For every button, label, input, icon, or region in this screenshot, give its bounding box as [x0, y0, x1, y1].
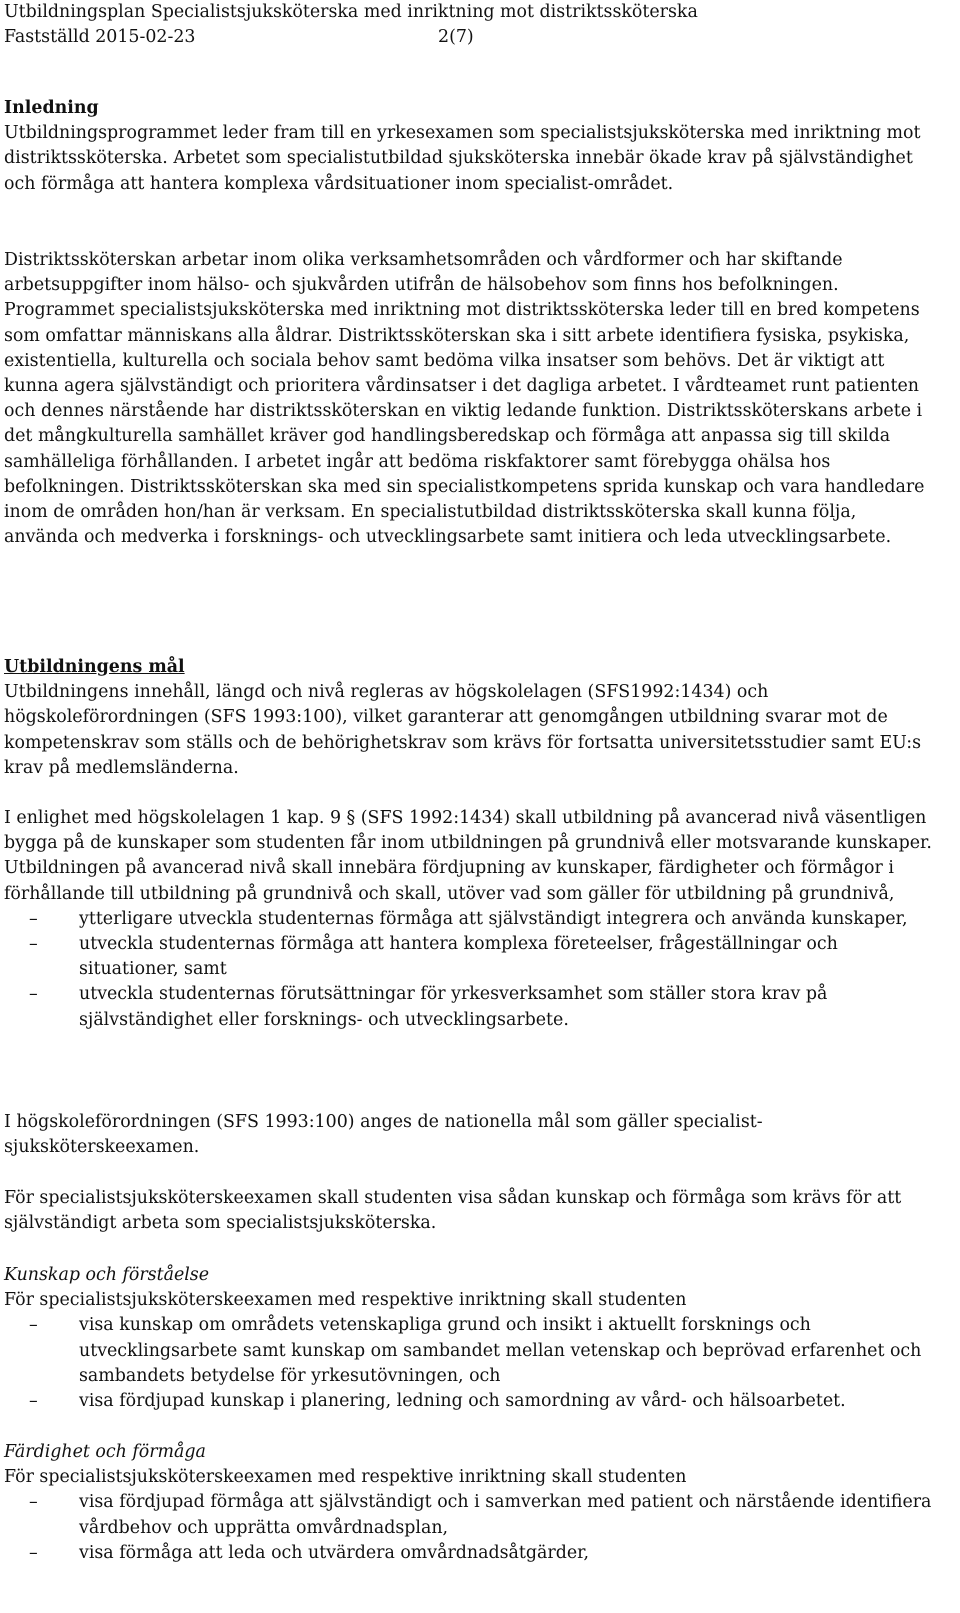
kunskap-intro: För specialistsjuksköterskeexamen med respektive inriktning skall studenten: [4, 1290, 687, 1311]
inledning-paragraph-2: Distriktssköterskan arbetar inom olika verksamhetsområden och vårdformer och har skiftande arbetsuppgifter inom hälso- och sjukvården utifrån de hälsobehov som finns hos befolkningen. Programmet specialistsjuksköterska med inriktning mot distriktssköterska leder till en bred kompetens som omfattar människans alla åldrar. Distriktssköterskan ska i sitt arbete identifiera fysiska, psykiska, existentiella, kulturella och sociala behov samt bedöma vilka insatser som behövs. Det är viktigt att kunna agera självständigt och prioritera vårdinsatser i det dagliga arbetet. I vårdteamet runt patienten och dennes närstående har distriktssköterskan en viktig ledande funktion. Distriktssköterskans arbete i det mångkulturella samhället kräver god handlingsberedskap och förmåga att anpassa sig till skilda samhälleliga förhållanden. I arbetet ingår att bedöma riskfaktorer samt förebygga ohälsa hos befolkningen. Distriktssköterskan ska med sin specialistkompetens sprida kunskap och vara handledare inom de områden hon/han är verksam. En specialistutbildad distriktssköterska skall kunna följa, använda och medverka i forsknings- och utvecklingsarbete samt initiera och leda utvecklingsarbete.: [4, 250, 925, 548]
section-kunskap: [4, 1263, 934, 1414]
list-item: [4, 982, 934, 1032]
section-inledning: [4, 96, 934, 197]
mal-paragraph-4: För specialistsjuksköterskeexamen skall studenten visa sådan kunskap och förmåga som krävs för att självständigt arbeta som specialistsjuksköterska.: [4, 1188, 902, 1234]
header-meta-row: [4, 25, 934, 50]
list-item: [4, 1541, 934, 1566]
list-item-text: utveckla studenternas förutsättningar för yrkesverksamhet som ställer stora krav på självständighet eller forsknings- och utvecklingsarbete.: [79, 984, 828, 1030]
page-number: 2(7): [438, 27, 474, 48]
heading-inledning: Inledning: [4, 98, 99, 118]
page-header: [4, 0, 934, 50]
heading-kunskap-och-forstaelse: Kunskap och förståelse: [4, 1265, 210, 1285]
mal-paragraph-1: Utbildningens innehåll, längd och nivå regleras av högskolelagen (SFS1992:1434) och högskoleförordningen (SFS 1993:100), vilket garanterar att genomgången utbildning svarar mot de kompetenskrav som ställs och de behörighetskrav som krävs för fortsatta universitetsstudier samt EU:s krav på medlemsländerna.: [4, 682, 921, 778]
fardighet-intro: För specialistsjuksköterskeexamen med respektive inriktning skall studenten: [4, 1467, 687, 1488]
list-item-text: utveckla studenternas förmåga att hantera komplexa företeelser, frågeställningar och situationer, samt: [79, 934, 838, 980]
list-item-text: visa fördjupad förmåga att självständigt och i samverkan med patient och närstående identifiera vårdbehov och upprätta omvårdnadsplan,: [79, 1492, 932, 1538]
document-date: Fastställd 2015-02-23: [4, 27, 196, 48]
dash-bullet-icon: –: [29, 1315, 38, 1336]
list-item-text: visa kunskap om områdets vetenskapliga grund och insikt i aktuellt forsknings och utvecklingsarbete samt kunskap om sambandet mellan vetenskap och beprövad erfarenhet och sambandets betydelse för yrkesutövningen, och: [79, 1315, 922, 1386]
document-page: [4, 0, 934, 1563]
document-title: Utbildningsplan Specialistsjuksköterska med inriktning mot distriktssköterska: [4, 2, 698, 22]
mal-bullet-list: [4, 907, 934, 1033]
section-mal-examen: [4, 1186, 934, 1236]
section-fardighet: [4, 1440, 934, 1566]
section-inledning-cont: [4, 248, 934, 550]
kunskap-bullet-list: [4, 1313, 934, 1414]
dash-bullet-icon: –: [29, 1542, 38, 1563]
list-item: [4, 1389, 934, 1414]
dash-bullet-icon: –: [29, 908, 38, 929]
heading-utbildningens-mal: Utbildningens mål: [4, 657, 185, 677]
dash-bullet-icon: –: [29, 1492, 38, 1513]
section-mal-hf: [4, 1110, 934, 1160]
list-item: [4, 932, 934, 982]
list-item-text: visa förmåga att leda och utvärdera omvårdnadsåtgärder,: [79, 1542, 590, 1563]
dash-bullet-icon: –: [29, 934, 38, 955]
mal-paragraph-2: I enlighet med högskolelagen 1 kap. 9 § (SFS 1992:1434) skall utbildning på avancerad nivå väsentligen bygga på de kunskaper som studenten får inom utbildningen på grundnivå eller motsvarande kunskaper. Utbildningen på avancerad nivå skall innebära fördjupning av kunskaper, färdigheter och förmågor i förhållande till utbildning på grundnivå och skall, utöver vad som gäller för utbildning på grundnivå,: [4, 808, 932, 904]
section-mal-law: [4, 806, 934, 1033]
list-item-text: visa fördjupad kunskap i planering, ledning och samordning av vård- och hälsoarbetet.: [79, 1391, 846, 1412]
inledning-paragraph-1: Utbildningsprogrammet leder fram till en yrkesexamen som specialistsjuksköterska med inriktning mot distriktssköterska. Arbetet som specialistutbildad sjuksköterska innebär ökade krav på självständighet och förmåga att hantera komplexa vårdsituationer inom specialist-området.: [4, 123, 921, 194]
fardighet-bullet-list: [4, 1490, 934, 1566]
mal-paragraph-3: I högskoleförordningen (SFS 1993:100) anges de nationella mål som gäller specialist-sjuksköterskeexamen.: [4, 1112, 763, 1158]
section-mal: [4, 655, 934, 781]
list-item: [4, 907, 934, 932]
list-item: [4, 1490, 934, 1540]
dash-bullet-icon: –: [29, 1391, 38, 1412]
heading-fardighet-och-formaga: Färdighet och förmåga: [4, 1442, 206, 1462]
list-item-text: ytterligare utveckla studenternas förmåga att självständigt integrera och använda kunskaper,: [79, 908, 908, 929]
dash-bullet-icon: –: [29, 984, 38, 1005]
list-item: [4, 1313, 934, 1389]
